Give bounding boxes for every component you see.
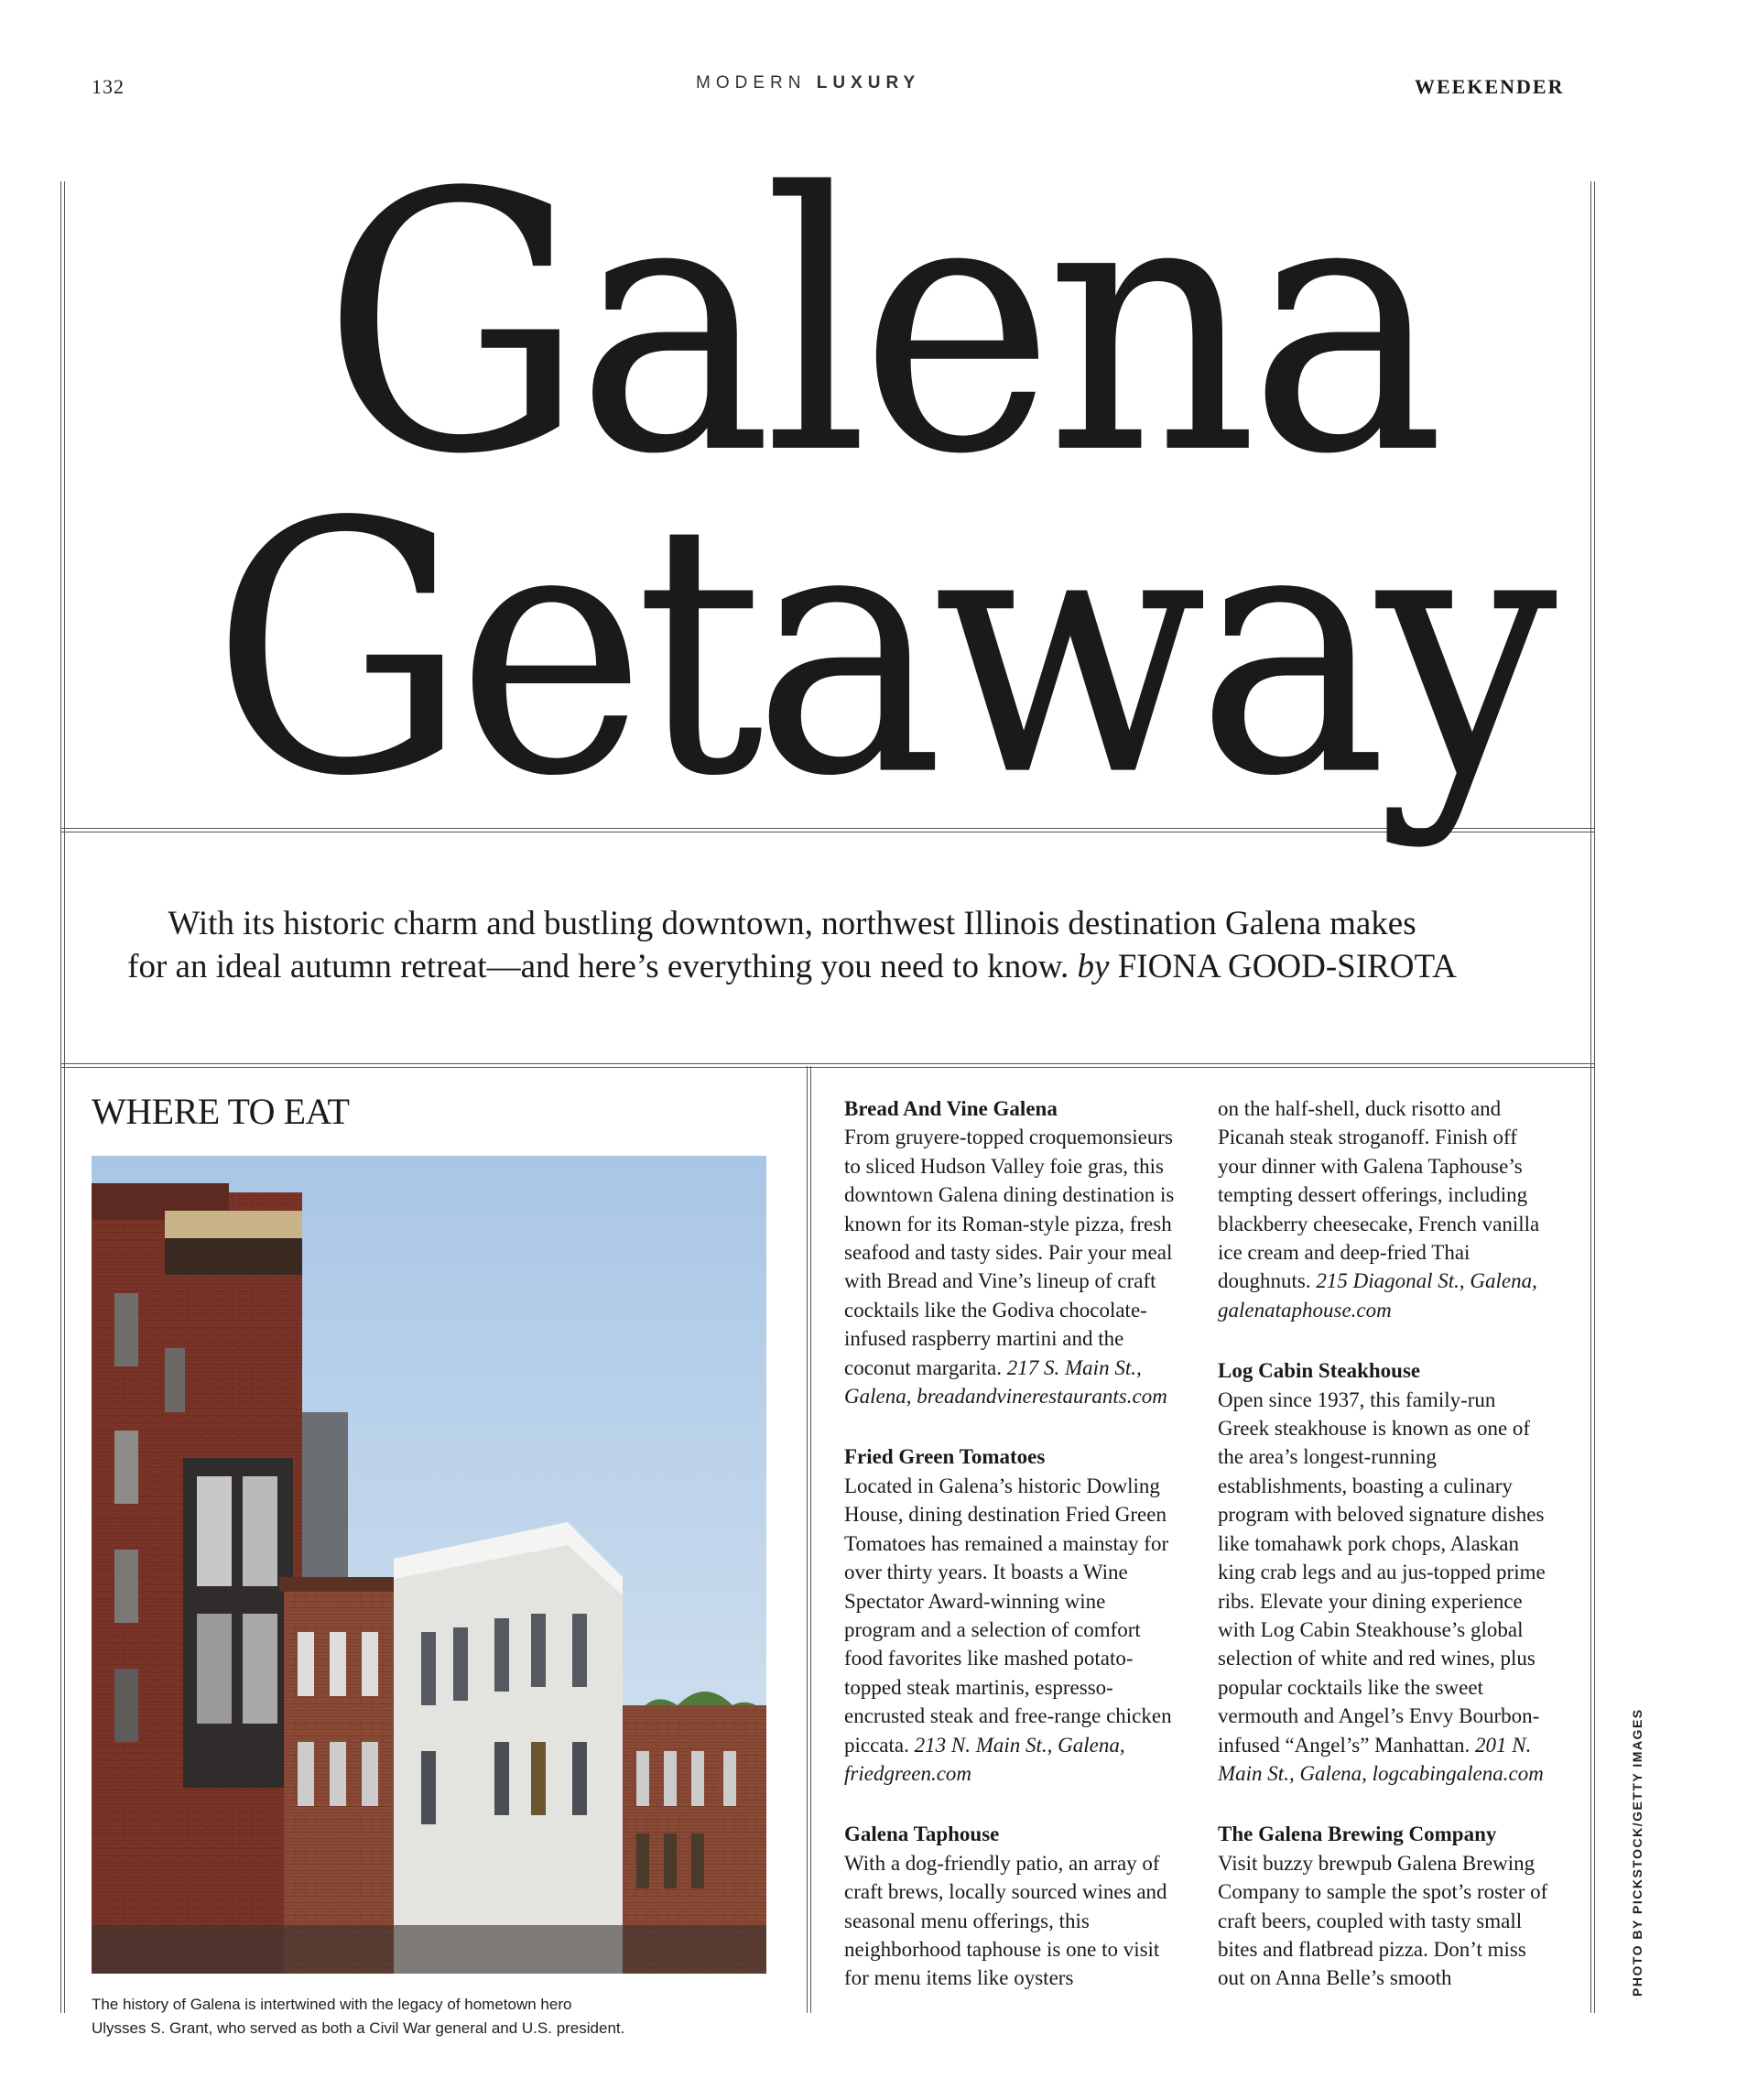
- text-column-right: [1218, 1094, 1552, 1993]
- restaurant-name: Bread And Vine Galena: [844, 1097, 1058, 1120]
- restaurant-address: 201 N. Main St., Galena, logcabingalena.com: [1218, 1733, 1544, 1785]
- restaurant-description: [844, 1472, 1178, 1788]
- dek-divider-rule: [60, 1063, 1594, 1068]
- masthead-bold: LUXURY: [816, 73, 921, 92]
- restaurant-name: Fried Green Tomatoes: [844, 1445, 1046, 1469]
- restaurant-body: Visit buzzy brewpub Galena Brewing Company to sample the spot’s roster of craft beers, coupled with tasty small bites and flatbread pizza. Don’t miss out on Anna Belle’s smooth: [1218, 1851, 1548, 1990]
- caption-line-1: The history of Galena is intertwined with the legacy of hometown hero: [92, 1996, 572, 2013]
- section-label: WEEKENDER: [1415, 75, 1565, 98]
- column-divider-rule: [807, 1066, 811, 2013]
- dek-line-2: [64, 945, 1520, 988]
- restaurant-description: [1218, 1386, 1552, 1789]
- dek-line-1: With its historic charm and bustling downtown, northwest Illinois destination Galena makes: [168, 905, 1416, 942]
- restaurant-address: 215 Diagonal St., Galena, galenataphouse.com: [1218, 1269, 1537, 1322]
- restaurant-name: The Galena Brewing Company: [1218, 1823, 1497, 1846]
- galena-street-photo: [92, 1156, 766, 1974]
- headline-line-1: Galena: [321, 117, 1437, 532]
- masthead-logo: [696, 73, 920, 93]
- photo-credit: PHOTO BY PICKSTOCK/GETTY IMAGES: [1630, 1708, 1644, 1997]
- dek: [64, 902, 1520, 988]
- byline-by: by: [1077, 948, 1110, 985]
- restaurant-name: Log Cabin Steakhouse: [1218, 1359, 1421, 1383]
- restaurant-body: Open since 1937, this family-run Greek steakhouse is known as one of the area’s longest-running establishments, boasting a culinary program with beloved signature dishes like tomahawk pork chops, Alaskan king crab legs and au jus-topped prime ribs. Elevate your dining experience with Log Cabin Steakhouse’s global selection of white and red wines, plus popular cocktails like the sweet vermouth and Angel’s Envy Bourbon-infused “Angel’s” Manhattan.: [1218, 1387, 1546, 1757]
- caption-line-2: Ulysses S. Grant, who served as both a Civil War general and U.S. president.: [92, 2019, 625, 2037]
- restaurant-address: 217 S. Main St., Galena, breadandvinerestaurants.com: [844, 1355, 1167, 1409]
- page-number: 132: [92, 75, 125, 98]
- masthead-light: MODERN: [696, 73, 807, 92]
- restaurant-description: [1218, 1094, 1552, 1324]
- section-heading: WHERE TO EAT: [92, 1091, 350, 1132]
- restaurant-body: With a dog-friendly patio, an array of craft brews, locally sourced wines and seasonal menu offerings, this neighborhood taphouse is one to visit for menu items like oysters: [844, 1851, 1167, 1990]
- byline-author: FIONA GOOD-SIROTA: [1117, 948, 1457, 985]
- dek-line-2-text: for an ideal autumn retreat—and here’s everything you need to know.: [127, 948, 1069, 985]
- restaurant-body: Located in Galena’s historic Dowling House, dining destination Fried Green Tomatoes has remained a mainstay for over thirty years. It boasts a Wine Spectator Award-winning wine program and a selection of comfort food favorites like mashed potato-topped steak martinis, espresso-encrusted steak and free-range chicken piccata.: [844, 1474, 1172, 1757]
- restaurant-address: 213 N. Main St., Galena, friedgreen.com: [844, 1733, 1125, 1785]
- restaurant-body: on the half-shell, duck risotto and Picanah steak stroganoff. Finish off your dinner with Galena Taphouse’s tempting dessert offerings, including blackberry cheesecake, French vanilla ice cream and deep-fried Thai doughnuts.: [1218, 1097, 1540, 1293]
- restaurant-description: [844, 1123, 1178, 1410]
- headline-line-2: Getaway: [211, 448, 1547, 853]
- restaurant-name: Galena Taphouse: [844, 1823, 1000, 1846]
- photo-caption: [92, 1993, 769, 2040]
- text-column-middle: [844, 1094, 1178, 1993]
- restaurant-body: From gruyere-topped croquemonsieurs to sliced Hudson Valley foie gras, this downtown Galena dining destination is known for its Roman-style pizza, fresh seafood and tasty sides. Pair your meal with Bread and Vine’s lineup of craft cocktails like the Godiva chocolate-infused raspberry martini and the coconut margarita.: [844, 1126, 1175, 1379]
